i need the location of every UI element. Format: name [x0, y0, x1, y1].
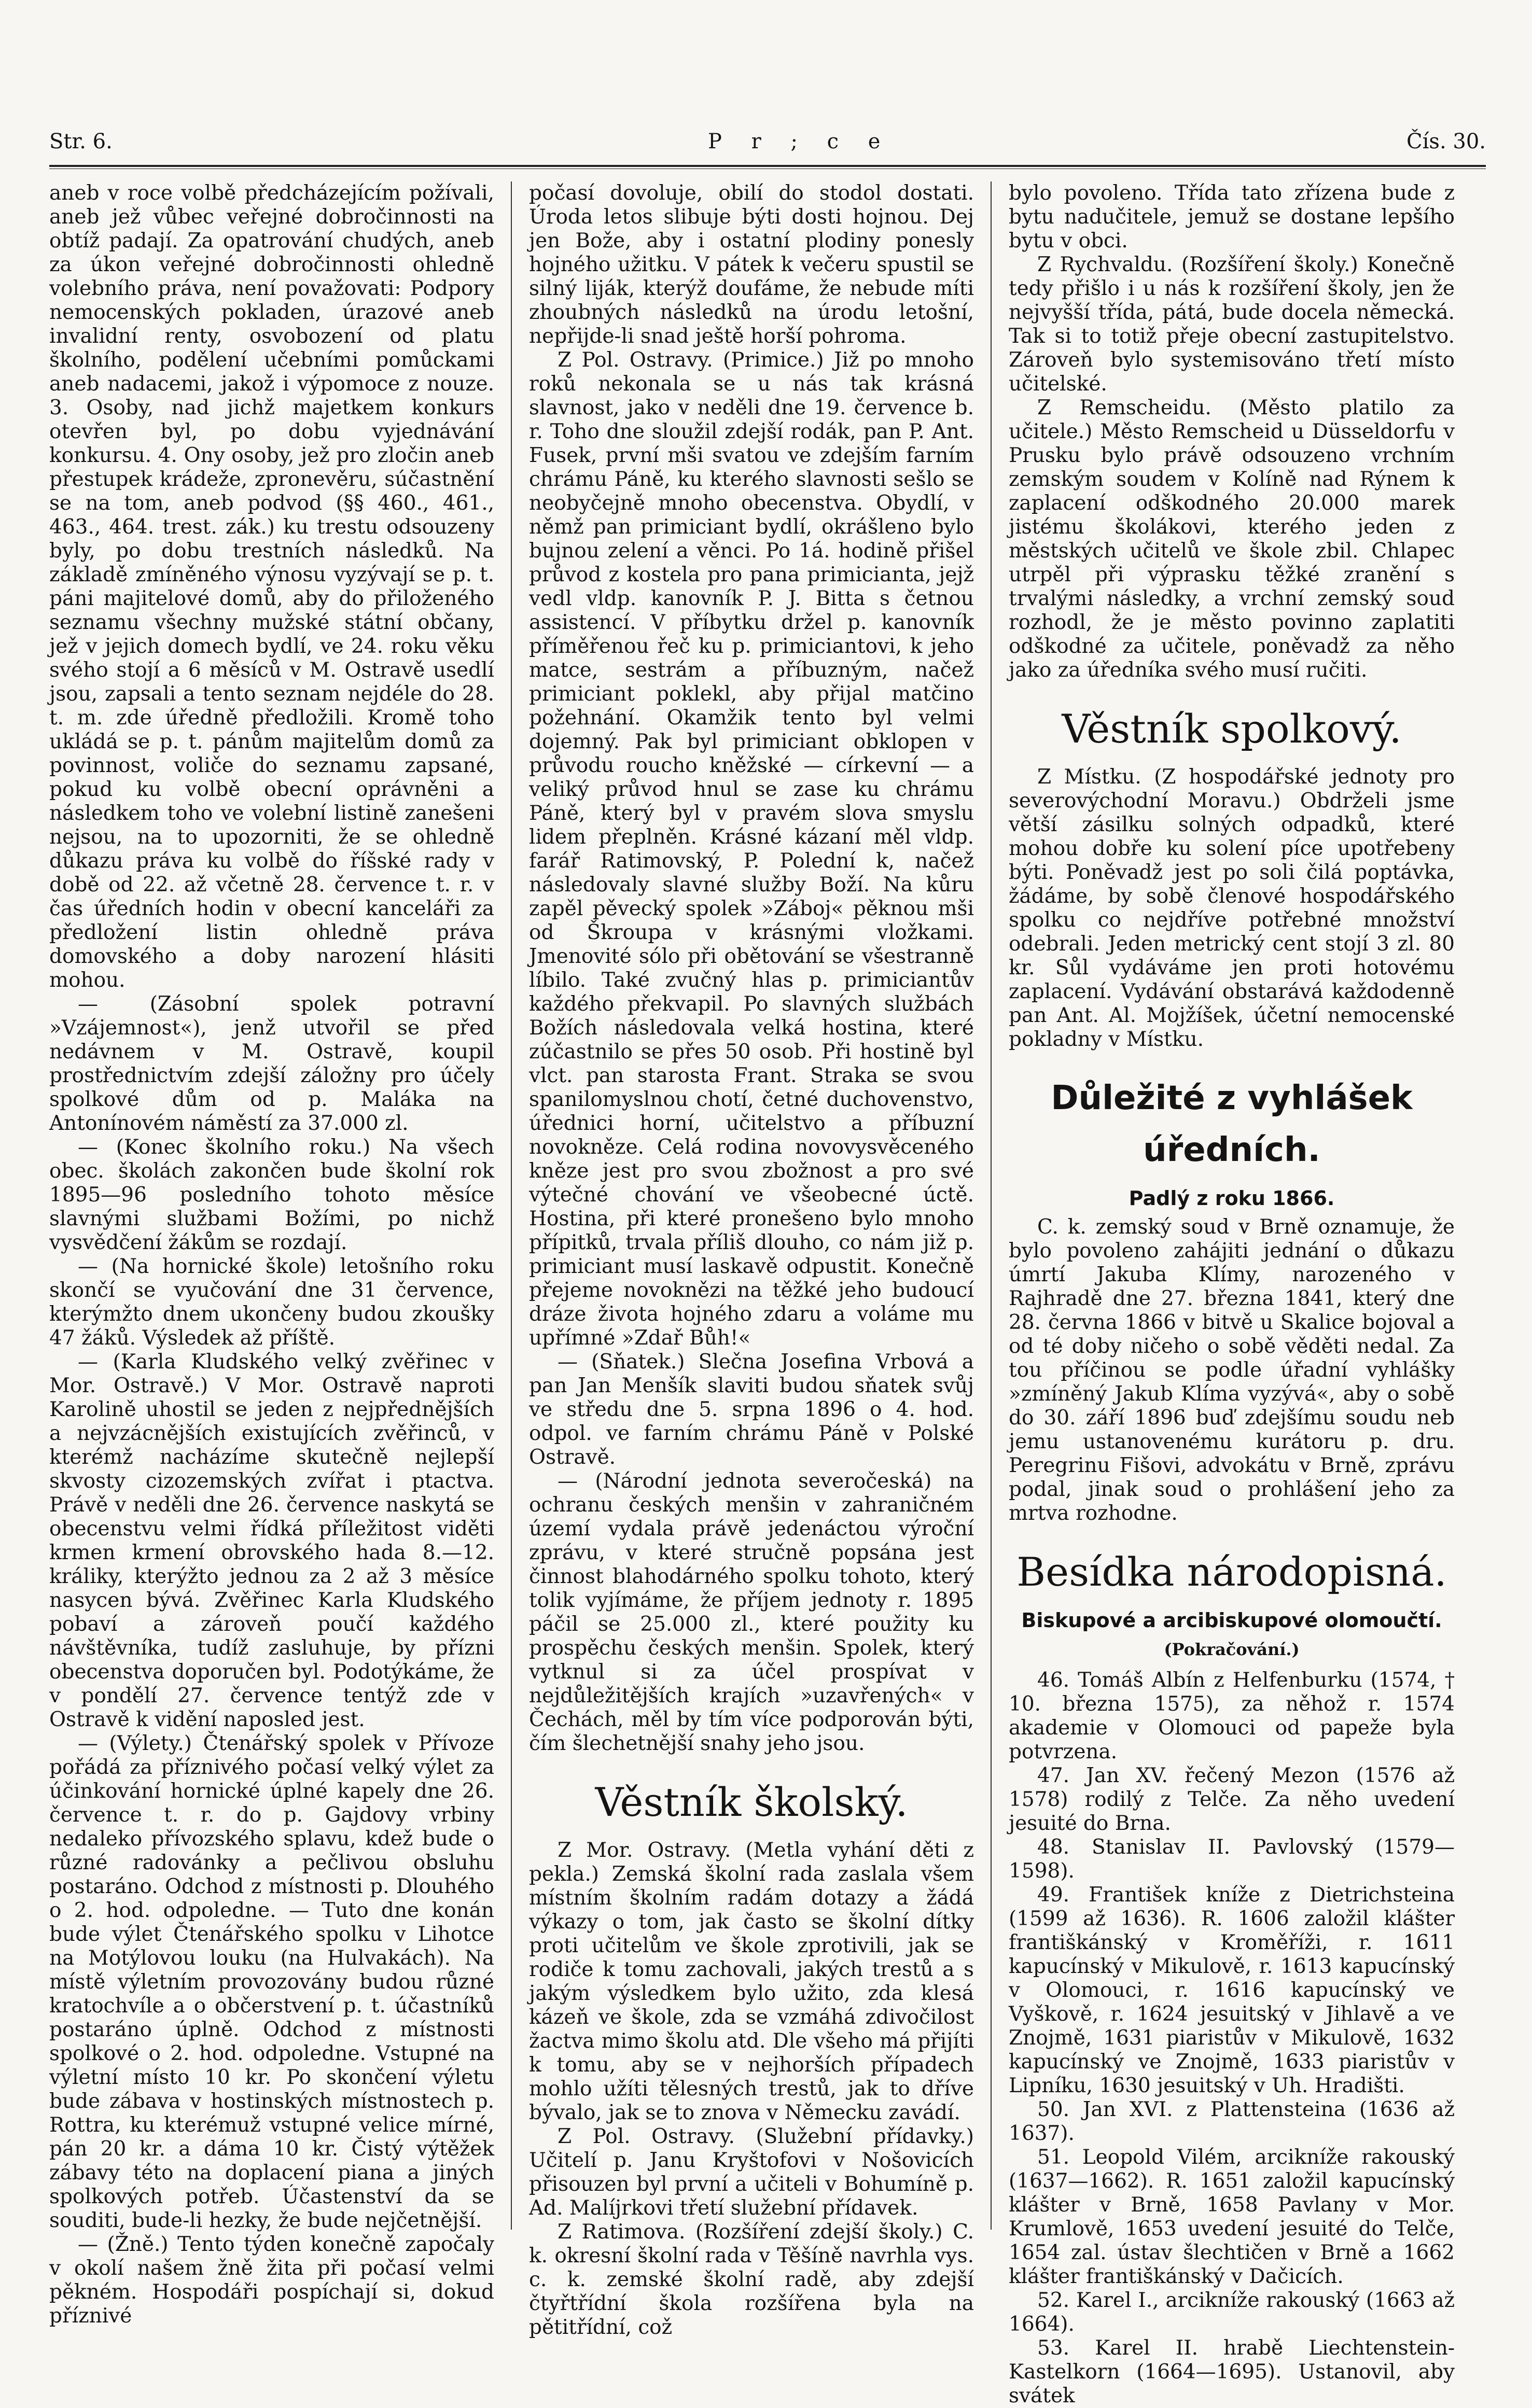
header-rule	[49, 165, 1486, 169]
issue-number: Čís. 30.	[1406, 130, 1486, 153]
list-item: 49. František kníže z Dietrichsteina (1599 až 1636). R. 1606 založil klášter františkánský v Kroměříži, r. 1611 kapucínský v Mikulově, r. 1613 kapucínský v Olomouci, r. 1616 kapucínský ve Vyškově, r. 1624 jesuitský v Jihlavě a ve Znojmě, 1631 piaristův v Mikulově, 1632 kapucínský ve Znojmě, 1633 piaristův v Lipníku, 1630 jesuitský v Uh. Hradišti.	[1009, 1883, 1455, 2097]
paragraph: Z Mor. Ostravy. (Metla vyhání děti z pekla.) Zemská školní rada zaslala všem místním školním radám dotazy a žádá výkazy o tom, jak často se školní dítky proti učitelům ve škole zprotivili, jak se rodiče k tomu zachovali, jakých trestů a s jakým výsledkem bylo užito, zda klesá kázeň ve škole, zda se vzmáhá zdivočilost žactva mimo školu atd. Dle všeho má přijíti k tomu, aby se v nejhorších případech mohlo užíti tělesných trestů, jak to dříve bývalo, jak se to znova v Německu zavádí.	[529, 1839, 974, 2124]
section-title-folklore: Besídka národopisná.	[1016, 1549, 1447, 1595]
section-title-notices: Důležité z vyhlášek úředních.	[1051, 1079, 1413, 1169]
section-subtitle: Biskupové a arcibiskupové olomoučtí.	[1021, 1609, 1442, 1632]
column-divider	[511, 181, 512, 2230]
column-1	[49, 181, 494, 2328]
paragraph: — (Konec školního roku.) Na všech obec. školách zakončen bude školní rok 1895—96 posledního tohoto měsíce slavnými službami Božími, po nichž vysvědčení žákům se rozdají.	[49, 1136, 494, 1254]
list-item: 51. Leopold Vilém, arcikníže rakouský (1637—1662). R. 1651 založil kapucínský klášter v Brně, 1658 Pavlany v Mor. Krumlově, 1653 uvedení jesuité do Telče, 1654 zal. ústav šlechtičen v Brně a 1662 klášter františkánský v Dačicích.	[1009, 2146, 1455, 2288]
newspaper-title: P r ; c e	[708, 130, 892, 153]
paragraph: Z Rychvaldu. (Rozšíření školy.) Konečně tedy přišlo i u nás k rozšíření školy, jen že nejvyšší třída, pátá, bude docela německá. Tak si to totiž přeje obecní zastupitelstvo. Zároveň bylo systemisováno třetí místo učitelské.	[1009, 253, 1455, 396]
section-subtitle: Padlý z roku 1866.	[1129, 1187, 1335, 1210]
list-item: 47. Jan XV. řečený Mezon (1576 až 1578) rodilý z Telče. Za něho uvedení jesuité do Brna.	[1009, 1764, 1455, 1835]
paragraph: Z Remscheidu. (Město platilo za učitele.) Město Remscheid u Düsseldorfu v Prusku bylo právě odsouzeno vrchním zemským soudem v Kolíně nad Rýnem k zaplacení odškodného 20.000 marek jistému školákovi, kterého jeden z městských učitelů ve škole zbil. Chlapec utrpěl při výprasku těžké zranění s trvalými následky, a vrchní zemský soud rozhodl, že je město povinno zaplatiti odškodné za učitele, poněvadž za něho jako za úředníka svého musí ručiti.	[1009, 396, 1455, 682]
paragraph: — (Zásobní spolek potravní »Vzájemnost«), jenž utvořil se před nedávnem v M. Ostravě, koupil prostřednictvím zdejší záložny pro účely spolkové dům od p. Maláka na Antonínovém náměstí za 37.000 zl.	[49, 992, 494, 1135]
paragraph: Z Místku. (Z hospodářské jednoty pro severovýchodní Moravu.) Obdrželi jsme větší zásilku solných odpadků, které mohou dobře ku solení píce upotřebeny býti. Poněvadž jest po soli čilá poptávka, žádáme, by sobě členové hospodářského spolku co nejdříve potřebné množství odebrali. Jeden metrický cent stojí 3 zl. 80 kr. Sůl vydáváme jen proti hotovému zaplacení. Vydávání obstarává každodenně pan Ant. Al. Mojžíšek, účetní nemocenské pokladny v Místku.	[1009, 765, 1455, 1051]
list-item: 53. Karel II. hrabě Liechtenstein-Kastelkorn (1664—1695). Ustanovil, aby svátek	[1009, 2336, 1455, 2407]
section-title-school: Věstník školský.	[595, 1779, 908, 1825]
paragraph: aneb v roce volbě předcházejícím požívali, aneb jež vůbec veřejné dobročinnosti na obtíž padají. Za opatrování chudých, aneb za úkon veřejné dobročinnosti ohledně volebního práva, není považovati: Podpory nemocenských pokladen, úrazové aneb invalidní renty, osvobození od platu školního, podělení učebními pomůckami aneb nadacemi, jakož i výpomoce z nouze. 3. Osoby, nad jichž majetkem konkurs otevřen byl, po dobu vyjednávání konkursu. 4. Ony osoby, jež pro zločin aneb přestupek krádeže, zpronevěru, súčastnění se na tom, aneb podvod (§§ 460., 461., 463., 464. trest. zák.) ku trestu odsouzeny byly, po dobu trestních následků. Na základě zmíněného výnosu vyzývají se p. t. páni majitelové domů, aby do přiloženého seznamu všechny mužské státní občany, jež v jejich domech bydlí, ve 24. roku věku svého stojí a 6 měsíců v M. Ostravě usedlí jsou, zapsali a tento seznam nejdéle do 28. t. m. zde úředně předložili. Kromě toho ukládá se p. t. pánům majitelům domů za povinnost, voliče do seznamu zapsané, pokud ku volbě obecní oprávněni a následkem toho ve volební listině zanešeni nejsou, na to upozorniti, že se ohledně důkazu práva ku volbě do říšské rady v době od 22. až včetně 28. července t. r. v čas úředních hodin v obecní kanceláři za předložení listin ohledně práva domovského a doby narození hlásiti mohou.	[49, 181, 494, 992]
paragraph: počasí dovoluje, obilí do stodol dostati. Úroda letos slibuje býti dosti hojnou. Dej jen Bože, aby i ostatní plodiny ponesly hojného užitku. V pátek k večeru spustil se silný liják, kterýž doufáme, že nebude míti zhoubných následků na úrodu letošní, nepřijde-li snad ještě horší pohroma.	[529, 181, 974, 348]
page-number: Str. 6.	[49, 130, 113, 153]
list-item: 52. Karel I., arcikníže rakouský (1663 až 1664).	[1009, 2289, 1455, 2336]
paragraph: bylo povoleno. Třída tato zřízena bude z bytu nadučitele, jemuž se dostane lepšího bytu v obci.	[1009, 181, 1455, 253]
paragraph: — (Žně.) Tento týden konečně započaly v okolí našem žně žita při počasí velmi pěkném. Hospodáři pospíchají si, dokud příznivé	[49, 2233, 494, 2328]
continuation-note: (Pokračování.)	[1164, 1640, 1300, 1659]
paragraph: — (Na hornické škole) letošního roku skončí se vyučování dne 31 července, kterýmžto dnem ukončeny budou zkoušky 47 žáků. Výsledek až příště.	[49, 1255, 494, 1350]
paragraph: Z Pol. Ostravy. (Primice.) Již po mnoho roků nekonala se u nás tak krásná slavnost, jako v neděli dne 19. července b. r. Toho dne sloužil zdejší rodák, pan P. Ant. Fusek, první mši svatou ve zdejším farním chrámu Páně, ku kterého slavnosti sešlo se neobyčejně mnoho obecenstva. Obydlí, v němž pan primiciant bydlí, okrášleno bylo bujnou zelení a věnci. Po 1á. hodině přišel průvod z kostela pro pana primicianta, jejž vedl vldp. kanovník P. J. Bitta s četnou assistencí. V příbytku držel p. kanovník příměřenou řeč ku p. primiciantovi, k jeho matce, sestrám a příbuzným, načež primiciant poklekl, aby přijal matčino požehnání. Okamžik tento byl velmi dojemný. Pak byl primiciant obklopen v průvodu roucho kněžské — církevní — a veliký průvod hnul se zase ku chrámu Páně, který byl v pravém slova smyslu lidem přeplněn. Krásné kázaní měl vldp. farář Ratimovský, P. Polední k, načež následovaly slavné služby Boží. Na kůru zapěl pěvecký spolek »Záboj« pěknou mši od Škroupa v krásnými vložkami. Jmenovité sólo při obětování se všestranně líbilo. Také zvučný hlas p. primiciantův každého překvapil. Po slavných službách Božích následovala velká hostina, které zúčastnilo se přes 50 osob. Při hostině byl vlct. pan starosta Frant. Straka se svou spanilomyslnou chotí, četné duchovenstvo, úřednici horní, učitelstvo a příbuzní novokněze. Celá rodina novovysvěceného kněze jest pro svou zbožnost a pro své výtečné chování ve všeobecné úctě. Hostina, při které pronešeno bylo mnoho přípitků, trvala příliš dlouho, co nám již p. primiciant musí laskavě odpustit. Konečně přejeme novoknězi na těžké jeho budoucí dráze života hojného zdaru a voláme mu upřímné »Zdař Bůh!«	[529, 348, 974, 1350]
paragraph: Z Ratimova. (Rozšíření zdejší školy.) C. k. okresní školní rada v Těšíně navrhla vys. c. k. zemské školní radě, aby zdejší čtyřtřídní škola rozšířena byla na pětitřídní, což	[529, 2220, 974, 2339]
column-divider	[991, 181, 992, 2230]
section-title-associations: Věstník spolkový.	[1062, 706, 1402, 752]
list-item: 46. Tomáš Albín z Helfenburku (1574, † 10. března 1575), za něhož r. 1574 akademie v Olomouci od papeže byla potvrzena.	[1009, 1669, 1455, 1763]
paragraph: — (Sňatek.) Slečna Josefina Vrbová a pan Jan Menšík slaviti budou sňatek svůj ve středu dne 5. srpna 1896 o 4. hod. odpol. ve farním chrámu Páně v Polské Ostravě.	[529, 1350, 974, 1469]
paragraph: — (Karla Kludského velký zvěřinec v Mor. Ostravě.) V Mor. Ostravě naproti Karolině uhostil se jeden z nejpřednějších a nejvzácnějších existujících zvěřinců, v kterémž nacházíme skutečně nejlepší skvosty cizozemských zvířat i ptactva. Právě v neděli dne 26. července naskytá se obecenstvu velmi řídká příležitost viděti krmen krmení obrovského hada 8.—12. králiky, kterýžto jednou za 2 až 3 měsíce nasycen bývá. Zvěřinec Karla Kludského pobaví a zároveň poučí každého návštěvníka, tudíž zasluhuje, by přízni obecenstva doporučen byl. Podotýkáme, že v pondělí 27. července tentýž zde v Ostravě k vidění naposled jest.	[49, 1350, 494, 1731]
column-3	[1009, 181, 1455, 2407]
paragraph: — (Výlety.) Čtenářský spolek v Přívoze pořádá za příznivého počasí velký výlet za účinkování hornické úplné kapely dne 26. července t. r. do p. Gajdovy vrbiny nedaleko přívozského splavu, kdež bude o různé radovánky a pečlivou obsluhu postaráno. Odchod z místnosti p. Dlouhého o 2. hod. odpoledne. — Tuto dne konán bude výlet Čtenářského spolku v Lihotce na Motýlovou louku (na Hulvakách). Na místě výletním provozovány budou různé kratochvíle a o občerstvení p. t. účastníků postaráno úplně. Odchod z místnosti spolkové o 2. hod. odpoledne. Vstupné na výletní místo 10 kr. Po skončení výletu bude zábava v hostinských místnostech p. Rottra, ku kterémuž vstupné velice mírné, pán 20 kr. a dáma 10 kr. Čistý výtěžek zábavy této na doplacení piana a jiných spolkových potřeb. Účastenství da se souditi, bude-li hezky, že bude nejčetnější.	[49, 1732, 494, 2232]
list-item: 48. Stanislav II. Pavlovský (1579—1598).	[1009, 1836, 1455, 1883]
paragraph: — (Národní jednota severočeská) na ochranu českých menšin v zahraničném území vydala právě jedenáctou výroční zprávu, v které stručně popsána jest činnost blahodárného spolku tohoto, který tolik vyjímáme, že příjem jednoty r. 1895 páčil se 25.000 zl., které použity ku prospěchu českých menšin. Spolek, který vytknul si za účel prospívat v nejdůležitějších krajích »uzavřených« v Čechách, měl by tím více podporován býti, čím šlechetnější snahy jeho jsou.	[529, 1469, 974, 1755]
page-header	[49, 130, 1486, 166]
paragraph: C. k. zemský soud v Brně oznamuje, že bylo povoleno zahájiti jednání o důkazu úmrtí Jakuba Klímy, narozeného v Rajhradě dne 27. března 1841, který dne 28. června 1866 v bitvě u Skalice bojoval a od té doby ničeho o sobě věděti nedal. Za tou příčinou se podle úřadní vyhlášky »zmíněný Jakub Klíma vyzývá«, aby o sobě do 30. září 1896 buď zdejšímu soudu neb jemu ustanovenému kurátoru p. dru. Peregrinu Fišovi, advokátu v Brně, zprávu podal, jinak soud o prohlášení jeho za mrtva rozhodne.	[1009, 1215, 1455, 1525]
column-2	[529, 181, 974, 2339]
list-item: 50. Jan XVI. z Plattensteina (1636 až 1637).	[1009, 2098, 1455, 2145]
paragraph: Z Pol. Ostravy. (Služební přídavky.) Učitelí p. Janu Kryštofovi v Nošovicích přisouzen byl první a učiteli v Bohumíně p. Ad. Malíjrkovi třetí služební přídavek.	[529, 2125, 974, 2220]
